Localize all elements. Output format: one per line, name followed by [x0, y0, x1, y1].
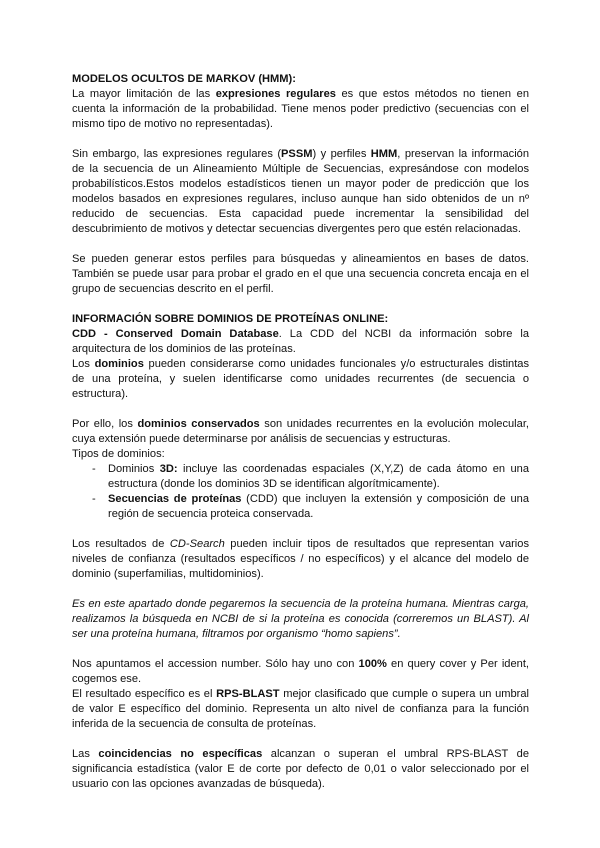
paragraph-note-italic: Es en este apartado donde pegaremos la secuencia de la proteína humana. Mientras carga, realizamos la búsqueda en NCBI de si la proteína es conocida (correremos un BLAST). Al ser una proteína humana, filtramos por organismo “homo sapiens”. [72, 598, 529, 640]
paragraph-non-specific [72, 747, 529, 792]
paragraph-pssm-hmm [72, 147, 529, 237]
section-heading-domains: INFORMACIÓN SOBRE DOMINIOS DE PROTEÍNAS ONLINE: [72, 313, 389, 325]
section-heading-hmm: MODELOS OCULTOS DE MARKOV (HMM): [72, 73, 296, 85]
bold-term: 3D: [159, 463, 178, 475]
bold-term: RPS-BLAST [216, 688, 280, 700]
text-run: Los resultados de [72, 538, 170, 550]
paragraph-conserved-domains [72, 417, 529, 447]
bold-term: dominios conservados [137, 418, 260, 430]
list-item [92, 462, 529, 492]
bold-term: 100% [358, 658, 387, 670]
text-run: El resultado específico es el [72, 688, 217, 700]
bold-term: HMM [370, 148, 398, 160]
paragraph-cd-search [72, 537, 529, 582]
italic-term: CD-Search [169, 538, 225, 550]
text-run: Los [72, 358, 95, 370]
bold-term: expresiones regulares [215, 88, 336, 100]
text-run: Las [72, 748, 99, 760]
text-run: mejor clasificado que cumple o supera un umbral de valor E específico del dominio. Representa un alto nivel de confianza para la función inferida de la secuencia de consulta de proteínas. [72, 688, 529, 730]
bold-term: PSSM [281, 148, 313, 160]
text-run: es que estos métodos no tienen en cuenta la información de la probabilidad. Tiene menos poder predictivo (secuencias con el mismo tipo de motivo no representadas). [72, 88, 529, 130]
bold-term: Secuencias de proteínas [108, 493, 242, 505]
paragraph-cdd [72, 327, 529, 357]
list-item [92, 492, 529, 522]
paragraph-hmm-limitation [72, 87, 529, 132]
text-run: ) y perfiles [312, 148, 371, 160]
text-run: La mayor limitación de las [72, 88, 216, 100]
bold-term: CDD - Conserved Domain Database [72, 328, 279, 340]
text-run: pueden considerarse como unidades funcionales y/o estructurales distintas de una proteína, y suelen identificarse como unidades recurrentes (de secuencia o estructura). [72, 358, 530, 400]
text-run: Dominios [108, 463, 160, 475]
text-run: en query cover y Per ident, cogemos ese. [72, 658, 529, 685]
text-run: alcanzan o superan el umbral RPS-BLAST de significancia estadística (valor E de corte por defecto de 0,01 o valor seleccionado por el usuario con las opciones avanzadas de búsqueda). [72, 748, 529, 790]
bold-term: dominios [94, 358, 144, 370]
document-page [72, 72, 529, 792]
text-run: Por ello, los [72, 418, 138, 430]
text-run: Nos apuntamos el accession number. Sólo hay uno con [72, 658, 359, 670]
bold-term: coincidencias no específicas [98, 748, 263, 760]
text-run: Sin embargo, las expresiones regulares ( [72, 148, 282, 160]
paragraph-domains-def [72, 357, 529, 402]
domain-types-label: Tipos de dominios: [72, 448, 165, 460]
paragraph-accession [72, 657, 529, 687]
text-run: . La CDD del NCBI da información sobre la arquitectura de los dominios de las proteínas. [72, 328, 529, 355]
text-run: (CDD) que incluyen la extensión y composición de una región de secuencia proteica conservada. [108, 493, 529, 520]
text-run: pueden incluir tipos de resultados que representan varios niveles de confianza (resultados específicos / no específicos) y el alcance del modelo de dominio (superfamilias, multidominios). [72, 538, 529, 580]
text-run: , preservan la información de la secuencia de un Alineamiento Múltiple de Secuencias, expresándose con modelos probabilísticos.Estos modelos estadísticos tienen un mayor poder de predicción que los modelos basados en expresiones regulares, incluso aunque han sido obtenidos de un nº reducido de secuencias. Esta capacidad puede incrementar la sensibilidad del descubrimiento de motivos y detectar secuencias divergentes pero que estén relacionadas. [72, 148, 529, 235]
text-run: son unidades recurrentes en la evolución molecular, cuya extensión puede determinarse por análisis de secuencias y estructuras. [72, 418, 529, 445]
text-run: incluye las coordenadas espaciales (X,Y,Z) de cada átomo en una estructura (donde los dominios 3D se identifican algorítmicamente). [108, 463, 529, 490]
domain-types-list [72, 462, 529, 522]
paragraph-rps-blast [72, 687, 529, 732]
paragraph-profiles-use: Se pueden generar estos perfiles para búsquedas y alineamientos en bases de datos. También se puede usar para probar el grado en el que una secuencia concreta encaja en el grupo de secuencias descrito en el perfil. [72, 253, 529, 295]
